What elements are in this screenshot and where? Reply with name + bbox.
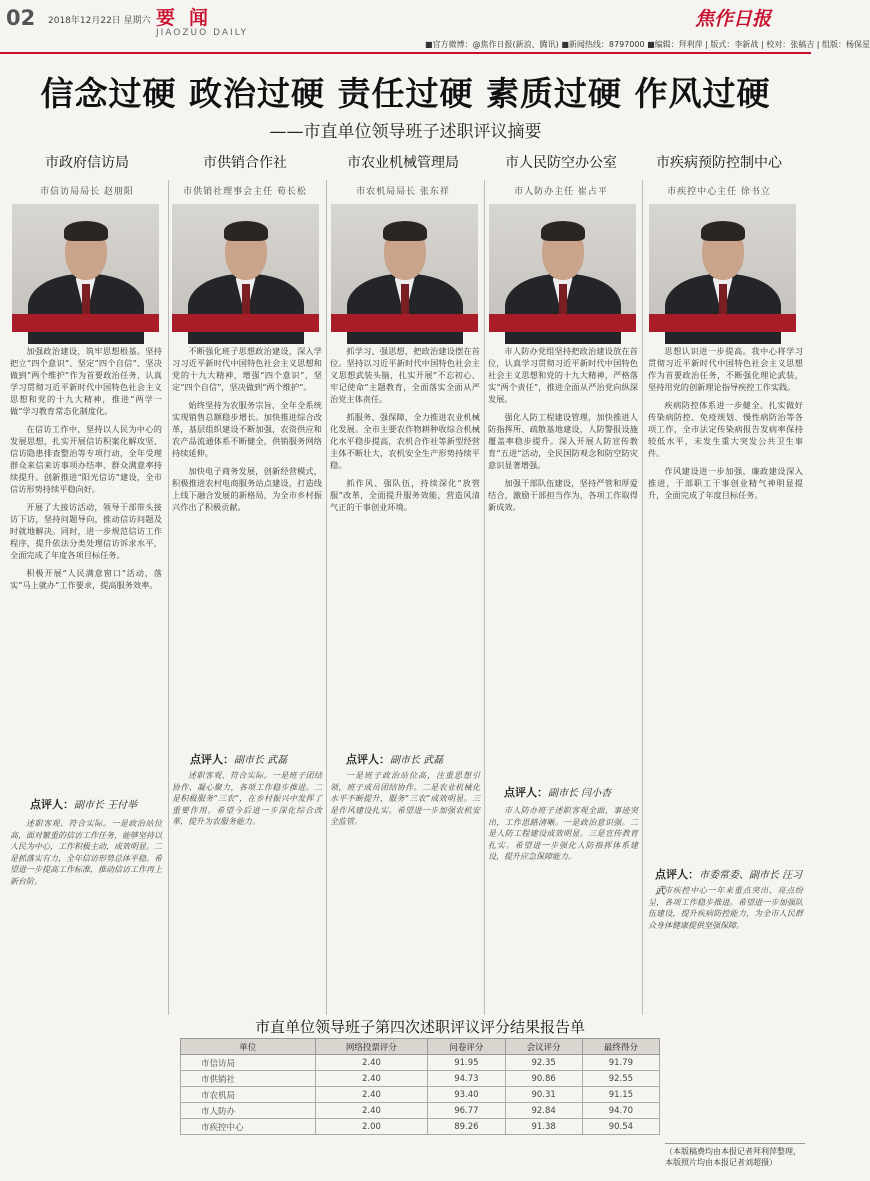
reviewer-label: 点评人：市委常委、副市长 汪习武 (655, 868, 803, 897)
reviewer-label: 点评人：副市长 武磊 (346, 753, 444, 766)
paragraph: 述职客观、符合实际。一是班子团结协作、凝心聚力，各项工作稳步推进。二是积极服务“三农”，在乡村振兴中发挥了重要作用。希望今后进一步深化综合改革，提升为农服务能力。 (172, 771, 322, 826)
table-header-row (181, 1039, 660, 1055)
table-cell: 96.77 (428, 1103, 505, 1119)
leader-photo (331, 204, 478, 332)
paragraph: 始终坚持为农服务宗旨，全年全系统实现销售总额稳步增长。加快推进综合改革，基层组织建设不断加强，农资供应和农产品流通体系不断健全，供销服务网络持续延伸。 (172, 400, 322, 458)
table-cell: 91.15 (582, 1087, 659, 1103)
reviewer-label: 点评人：副市长 闫小杏 (504, 786, 612, 799)
leader-photo (172, 204, 319, 332)
unit-title: 市供销合作社 (203, 155, 287, 171)
unit-title: 市疾病预防控制中心 (656, 155, 782, 171)
paragraph: 在信访工作中，坚持以人民为中心的发展思想，扎实开展信访积案化解攻坚、信访隐患排查整治等专项行动，全年受理群众来信来访事项办结率、群众满意率持续提升。创新推进“阳光信访”建设，全市信访形势持续平稳向好。 (10, 424, 162, 494)
column-divider (168, 180, 169, 1015)
table-cell: 90.86 (505, 1071, 582, 1087)
table-row (181, 1071, 660, 1087)
paragraph: 抓学习、强思想，把政治建设摆在首位。坚持以习近平新时代中国特色社会主义思想武装头脑，扎实开展“不忘初心、牢记使命”主题教育，全面落实全面从严治党主体责任。 (330, 346, 480, 404)
unit-title: 市人民防空办公室 (505, 155, 617, 171)
table-cell: 92.35 (505, 1055, 582, 1071)
unit-title: 市农业机械管理局 (347, 155, 459, 171)
paragraph: 思想认识进一步提高。我中心将学习贯彻习近平新时代中国特色社会主义思想作为首要政治任务，不断强化理论武装，坚持用党的创新理论指导疾控工作实践。 (648, 346, 803, 392)
unit-leader: 市农机局局长 张东祥 (356, 187, 450, 197)
table-cell: 90.54 (582, 1119, 659, 1135)
table-cell: 市供销社 (181, 1071, 316, 1087)
article-column (10, 345, 162, 790)
unit-leader: 市人防办主任 崔占平 (514, 187, 608, 197)
reviewer-label: 点评人：副市长 武磊 (190, 753, 288, 766)
column-divider (484, 180, 485, 1015)
article-column (172, 345, 322, 790)
unit-leader: 市信访局局长 赵朋阳 (40, 187, 134, 197)
unit-block (482, 152, 640, 197)
review-comment (648, 885, 803, 1135)
paragraph: 市人防办党组坚持把政治建设放在首位，认真学习贯彻习近平新时代中国特色社会主义思想和党的十九大精神，严格落实“两个责任”，推进全面从严治党向纵深发展。 (488, 346, 638, 404)
table-cell: 91.38 (505, 1119, 582, 1135)
table-cell: 91.95 (428, 1055, 505, 1071)
leader-photo (489, 204, 636, 332)
review-comment (488, 805, 638, 1010)
paragraph: 市疾控中心一年来重点突出、亮点纷呈，各项工作稳步推进。希望进一步加强队伍建设，提升疾病防控能力，为全市人民群众身体健康提供坚强保障。 (648, 886, 803, 930)
paragraph: 疾病防控体系进一步健全。扎实做好传染病防控、免疫规划、慢性病防治等各项工作，全市法定传染病报告发病率保持较低水平，未发生重大突发公共卫生事件。 (648, 400, 803, 458)
review-comment (172, 770, 322, 1010)
paragraph: 抓作风、强队伍，持续深化“放管服”改革，全面提升服务效能，营造风清气正的干事创业环境。 (330, 478, 480, 512)
table-cell: 90.31 (505, 1087, 582, 1103)
paragraph: 开展了大接访活动，领导干部带头接访下访，坚持问题导向，推动信访问题及时就地解决。同时，进一步规范信访工作程序，提升依法分类处理信访诉求水平，全面完成了年度各项目标任务。 (10, 502, 162, 560)
column-header: 单位 (181, 1039, 316, 1055)
column-header: 网络投票评分 (315, 1039, 428, 1055)
table-cell: 94.73 (428, 1071, 505, 1087)
paragraph: 加强政治建设，筑牢思想根基。坚持把立“四个意识”、坚定“四个自信”、坚决做到“两个维护”作为首要政治任务，认真学习贯彻习近平新时代中国特色社会主义思想和党的十九大精神，推进“两学一做”学习教育常态化制度化。 (10, 346, 162, 416)
paragraph: 作风建设进一步加强，廉政建设深入推进，干部职工干事创业精气神明显提升，全面完成了年度目标任务。 (648, 466, 803, 500)
paragraph: 市人防办班子述职客观全面，事迹突出，工作思路清晰。一是政治意识强。二是人防工程建设成效明显。三是宣传教育扎实。希望进一步强化人防指挥体系建设，提升应急保障能力。 (488, 806, 638, 861)
section-subtitle: JIAOZUO DAILY (156, 28, 248, 38)
article-column (648, 345, 803, 790)
table-cell: 89.26 (428, 1119, 505, 1135)
paragraph: 积极开展“人民满意窗口”活动，落实“马上就办”工作要求，提高服务效率。 (10, 568, 162, 590)
column-header: 最终得分 (582, 1039, 659, 1055)
paragraph: 述职客观、符合实际。一是政治站位高，面对繁重的信访工作任务，能够坚持以人民为中心，工作积极主动，成效明显。二是抓落实有力，全年信访形势总体平稳。希望进一步提高工作标准，推动信访工作再上新台阶。 (10, 819, 162, 886)
paragraph: 加强干部队伍建设，坚持严管和厚爱结合，激励干部担当作为，各项工作取得新成效。 (488, 478, 638, 512)
paragraph: 一是班子政治站位高，注重思想引领，班子成员团结协作。二是农业机械化水平不断提升，服务“三农”成效明显。三是作风建设扎实。希望进一步加强农机安全监管。 (330, 771, 480, 826)
table-row (181, 1087, 660, 1103)
unit-leader: 市疾控中心主任 徐书立 (667, 187, 771, 197)
reviewer-label: 点评人：副市长 王付举 (30, 798, 138, 811)
review-comment (10, 818, 162, 1013)
unit-block (166, 152, 324, 197)
column-header: 问卷评分 (428, 1039, 505, 1055)
column-divider (326, 180, 327, 1015)
unit-block (324, 152, 482, 197)
main-headline: 信念过硬 政治过硬 责任过硬 素质过硬 作风过硬 (40, 74, 771, 113)
photo-credit-note: （本版稿费均由本报记者拜利萍整理，本版照片均由本报记者刘超摄） (665, 1143, 805, 1168)
article-column (330, 345, 480, 790)
table-cell: 2.40 (315, 1071, 428, 1087)
table-cell: 2.00 (315, 1119, 428, 1135)
table-cell: 92.84 (505, 1103, 582, 1119)
table-cell: 市人防办 (181, 1103, 316, 1119)
table-cell: 2.40 (315, 1087, 428, 1103)
review-comment (330, 770, 480, 1010)
table-cell: 2.40 (315, 1103, 428, 1119)
table-cell: 93.40 (428, 1087, 505, 1103)
table-cell: 92.55 (582, 1071, 659, 1087)
leader-photo (649, 204, 796, 332)
table-cell: 市信访局 (181, 1055, 316, 1071)
newspaper-logo: 焦作日报 (695, 8, 772, 30)
table-cell: 94.70 (582, 1103, 659, 1119)
paragraph: 强化人防工程建设管理，加快推进人防指挥所、疏散基地建设，人防警报设施覆盖率稳步提升。深入开展人防宣传教育“五进”活动，全民国防观念和防空防灾意识显著增强。 (488, 412, 638, 470)
paragraph: 不断强化班子思想政治建设，深入学习习近平新时代中国特色社会主义思想和党的十九大精神，增强“四个意识”，坚定“四个自信”，坚决做到“两个维护”。 (172, 346, 322, 392)
table-cell: 市疾控中心 (181, 1119, 316, 1135)
paragraph: 抓服务、强保障，全力推进农业机械化发展。全市主要农作物耕种收综合机械化水平稳步提高，农机合作社等新型经营主体不断壮大，农机安全生产形势持续平稳。 (330, 412, 480, 470)
unit-block (8, 152, 166, 197)
header-rule (0, 52, 811, 54)
table-row (181, 1103, 660, 1119)
paragraph: 加快电子商务发展，创新经营模式，积极推进农村电商服务站点建设，打造线上线下融合发展的新格局，为全市乡村振兴作出了积极贡献。 (172, 466, 322, 512)
column-divider (642, 180, 643, 1015)
score-table (180, 1038, 660, 1135)
table-row (181, 1055, 660, 1071)
table-title: 市直单位领导班子第四次述职评议评分结果报告单 (254, 1018, 585, 1036)
sub-headline: ——市直单位领导班子述职评议摘要 (269, 122, 542, 142)
issue-date: 2018年12月22日 星期六 (48, 16, 151, 26)
column-header: 会议评分 (505, 1039, 582, 1055)
table-cell: 2.40 (315, 1055, 428, 1071)
unit-block (640, 152, 798, 197)
masthead-info: ■官方微博：@焦作日报(新浪、腾讯) ■新闻热线：8797000 ■编辑：拜利萍 | 版式：李新战 | 校对：张稿吉 | 组版：杨保星 (425, 40, 870, 49)
table-cell: 91.79 (582, 1055, 659, 1071)
leader-photo (12, 204, 159, 332)
page-number: 02 (6, 6, 36, 30)
table-row (181, 1119, 660, 1135)
section-title: 要闻 (156, 7, 223, 29)
article-column (488, 345, 638, 790)
unit-title: 市政府信访局 (45, 155, 129, 171)
table-cell: 市农机局 (181, 1087, 316, 1103)
unit-leader: 市供销社理事会主任 荀长松 (183, 187, 307, 197)
